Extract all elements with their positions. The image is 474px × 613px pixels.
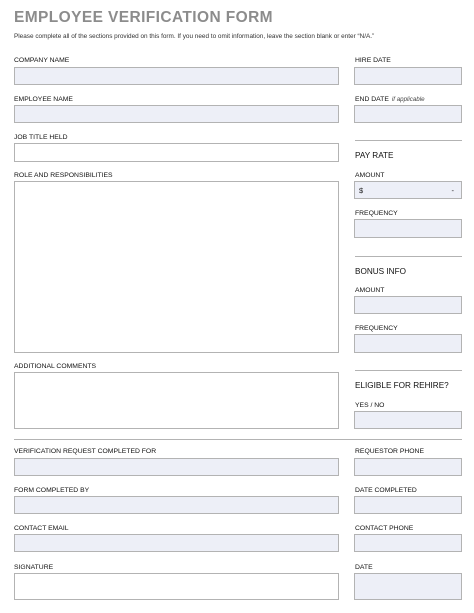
hire-date-label: HIRE DATE <box>355 57 391 64</box>
employee-name-label: EMPLOYEE NAME <box>14 96 73 103</box>
end-date-label: END DATE if applicable <box>355 96 425 103</box>
bottom-divider <box>14 439 462 440</box>
company-name-label: COMPANY NAME <box>14 57 70 64</box>
currency-dash: - <box>451 186 454 195</box>
end-date-note: if applicable <box>391 96 425 103</box>
requestor-phone-label: REQUESTOR PHONE <box>355 448 424 455</box>
pay-rate-divider <box>355 140 462 141</box>
job-title-label: JOB TITLE HELD <box>14 134 68 141</box>
job-title-field[interactable] <box>14 143 339 162</box>
requestor-phone-field[interactable] <box>354 458 462 476</box>
hire-date-field[interactable] <box>354 67 462 85</box>
bonus-frequency-field[interactable] <box>354 334 462 353</box>
bonus-frequency-label: FREQUENCY <box>355 325 398 332</box>
additional-comments-label: ADDITIONAL COMMENTS <box>14 363 97 370</box>
pay-rate-heading: PAY RATE <box>355 151 394 160</box>
form-instructions: Please complete all of the sections provided on this form. If you need to omit information, leave the section blank or enter “N/A.” <box>14 33 375 40</box>
form-completed-by-field[interactable] <box>14 496 339 514</box>
verification-for-label: VERIFICATION REQUEST COMPLETED FOR <box>14 448 157 455</box>
role-responsibilities-label: ROLE AND RESPONSIBILITIES <box>14 172 113 179</box>
rehire-divider <box>355 370 462 371</box>
amount-label: AMOUNT <box>355 172 385 179</box>
additional-comments-field[interactable] <box>14 372 339 429</box>
bonus-info-divider <box>355 256 462 257</box>
frequency-field[interactable] <box>354 219 462 238</box>
form-completed-by-label: FORM COMPLETED BY <box>14 487 90 494</box>
date-field[interactable] <box>354 573 462 600</box>
form-title: EMPLOYEE VERIFICATION FORM <box>14 9 273 26</box>
end-date-field[interactable] <box>354 105 462 123</box>
yes-no-label: YES / NO <box>355 402 385 409</box>
bonus-amount-label: AMOUNT <box>355 287 385 294</box>
contact-phone-label: CONTACT PHONE <box>355 525 414 532</box>
currency-symbol: $ <box>359 186 364 195</box>
contact-email-label: CONTACT EMAIL <box>14 525 69 532</box>
amount-field[interactable] <box>354 181 462 199</box>
role-responsibilities-field[interactable] <box>14 181 339 353</box>
date-completed-label: DATE COMPLETED <box>355 487 417 494</box>
date-completed-field[interactable] <box>354 496 462 514</box>
date-label: DATE <box>355 564 373 571</box>
contact-phone-field[interactable] <box>354 534 462 552</box>
contact-email-field[interactable] <box>14 534 339 552</box>
company-name-field[interactable] <box>14 67 339 85</box>
employee-name-field[interactable] <box>14 105 339 123</box>
frequency-label: FREQUENCY <box>355 210 398 217</box>
eligible-rehire-heading: ELIGIBLE FOR REHIRE? <box>355 381 449 390</box>
bonus-amount-field[interactable] <box>354 296 462 314</box>
signature-label: SIGNATURE <box>14 564 54 571</box>
eligible-rehire-field[interactable] <box>354 411 462 429</box>
verification-for-field[interactable] <box>14 458 339 476</box>
bonus-info-heading: BONUS INFO <box>355 267 406 276</box>
signature-field[interactable] <box>14 573 339 600</box>
